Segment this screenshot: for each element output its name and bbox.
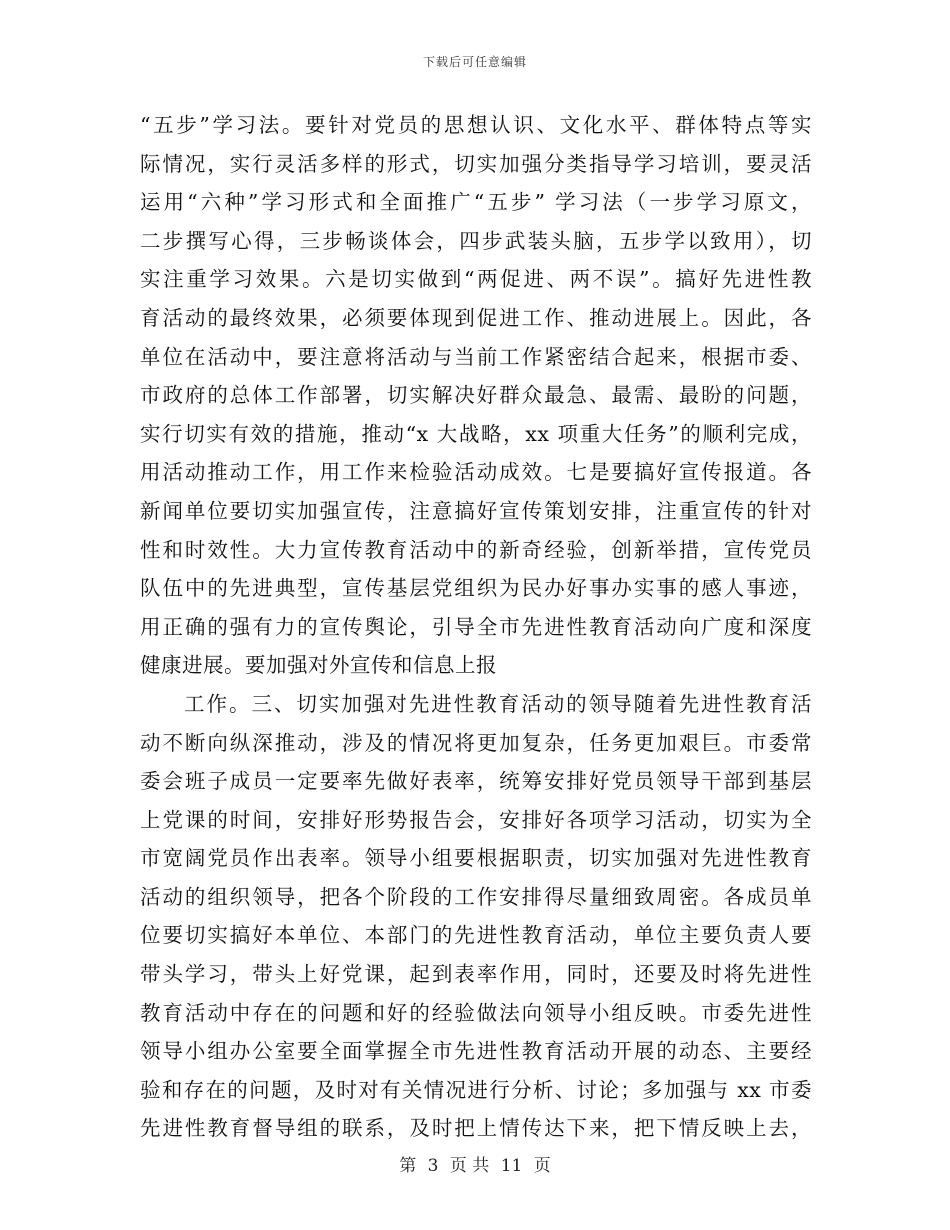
text-line: 健康进展。要加强对外宣传和信息上报 (140, 653, 497, 678)
text-line: 实注重学习效果。六是切实做到“两促进、两不误”。搞好先进性教 (140, 267, 812, 292)
document-body (140, 106, 812, 1148)
text-line: 运用“六种”学习形式和全面推广“五步” 学习法（一步学习原文， (140, 190, 812, 215)
text-line: 验和存在的问题，及时对有关情况进行分析、讨论；多加强与 xx 市委 (140, 1077, 812, 1102)
text-line: 际情况，实行灵活多样的形式，切实加强分类指导学习培训，要灵活 (140, 151, 812, 176)
text-line: 市宽阔党员作出表率。领导小组要根据职责，切实加强对先进性教育 (140, 846, 812, 871)
text-line: 工作。三、切实加强对先进性教育活动的领导随着先进性教育活 (184, 691, 812, 716)
text-line: 市政府的总体工作部署，切实解决好群众最急、最需、最盼的问题， (140, 383, 812, 408)
text-line: 用正确的强有力的宣传舆论，引导全市先进性教育活动向广度和深度 (140, 614, 812, 639)
text-line: “五步”学习法。要针对党员的思想认识、文化水平、群体特点等实 (140, 113, 812, 137)
text-line: 委会班子成员一定要率先做好表率，统筹安排好党员领导干部到基层 (140, 769, 812, 794)
page-number-middle: 页 共 (449, 1156, 490, 1176)
page-number-total: 11 (500, 1156, 523, 1176)
text-line: 新闻单位要切实加强宣传，注意搞好宣传策划安排，注重宣传的针对 (140, 498, 812, 523)
text-line: 带头学习，带头上好党课，起到表率作用，同时，还要及时将先进性 (140, 962, 812, 987)
paragraph-2 (140, 685, 812, 1148)
page-number-prefix: 第 (399, 1156, 417, 1176)
page-number-current: 3 (427, 1156, 439, 1176)
text-line: 性和时效性。大力宣传教育活动中的新奇经验，创新举措，宣传党员 (140, 537, 812, 562)
page-number-suffix: 页 (533, 1156, 551, 1176)
text-line: 二步撰写心得，三步畅谈体会，四步武装头脑，五步学以致用），切 (140, 228, 812, 253)
text-line: 单位在活动中，要注意将活动与当前工作紧密结合起来，根据市委、 (140, 344, 812, 369)
text-line: 育活动的最终效果，必须要体现到促进工作、推动进展上。因此，各 (140, 305, 812, 330)
page-header: 下载后可任意编辑 (422, 55, 527, 69)
text-line: 上党课的时间，安排好形势报告会，安排好各项学习活动，切实为全 (140, 807, 812, 832)
text-line: 先进性教育督导组的联系，及时把上情传达下来，把下情反映上去， (140, 1116, 812, 1141)
text-line: 位要切实搞好本单位、本部门的先进性教育活动，单位主要负责人要 (140, 923, 812, 948)
page-footer (0, 1151, 950, 1176)
paragraph-1 (140, 106, 812, 685)
text-line: 用活动推动工作，用工作来检验活动成效。七是要搞好宣传报道。各 (140, 460, 812, 485)
text-line: 领导小组办公室要全面掌握全市先进性教育活动开展的动态、主要经 (140, 1039, 812, 1064)
text-line: 实行切实有效的措施，推动“x 大战略，xx 项重大任务”的顺利完成， (140, 421, 812, 446)
text-line: 活动的组织领导，把各个阶段的工作安排得尽量细致周密。各成员单 (140, 884, 812, 909)
text-line: 教育活动中存在的问题和好的经验做法向领导小组反映。市委先进性 (140, 1000, 812, 1025)
text-line: 队伍中的先进典型，宣传基层党组织为民办好事办实事的感人事迹， (140, 576, 812, 601)
text-line: 动不断向纵深推动，涉及的情况将更加复杂，任务更加艰巨。市委常 (140, 730, 812, 755)
